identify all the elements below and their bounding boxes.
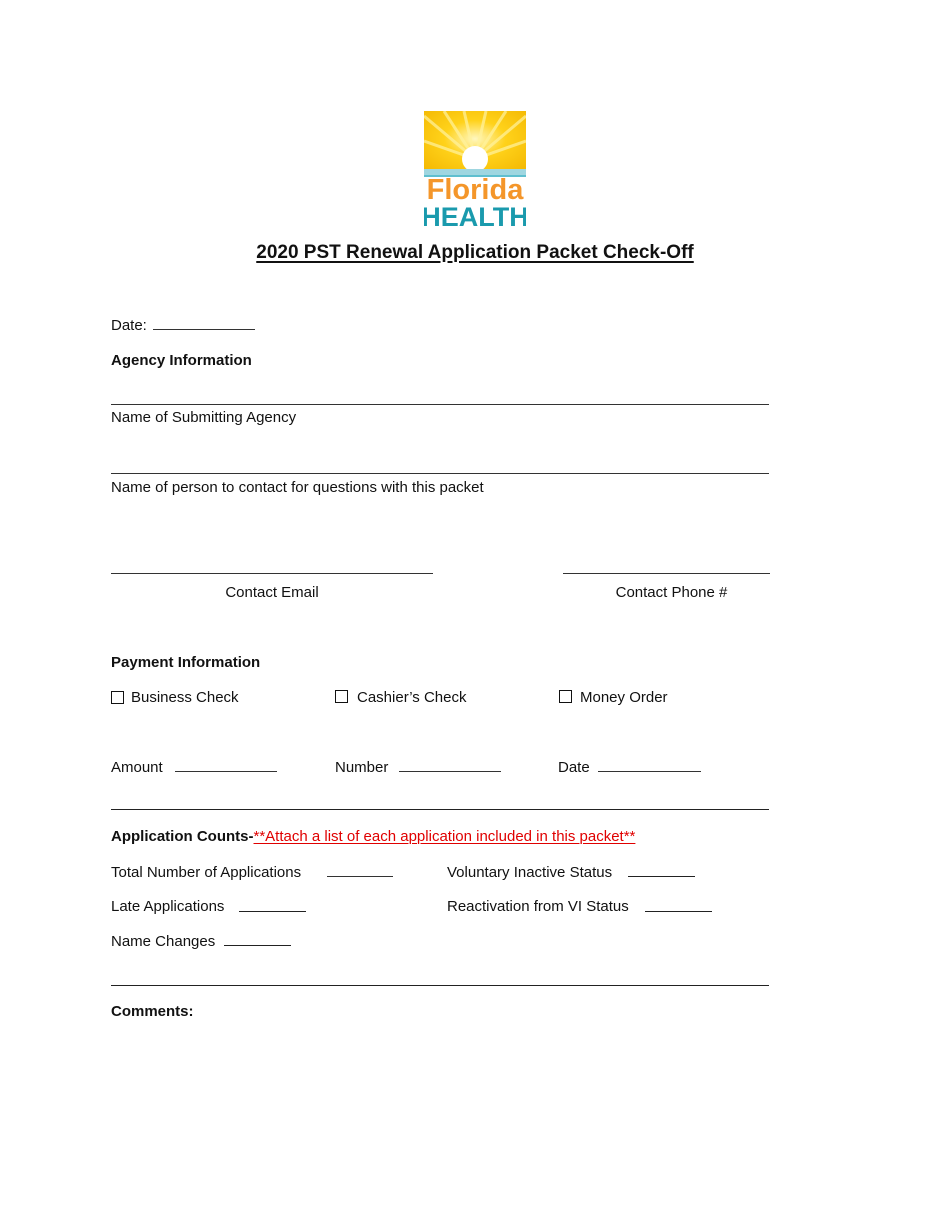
counts-heading-row (111, 828, 635, 845)
logo-health-text: HEALTH (424, 202, 526, 228)
payment-date-field[interactable] (598, 771, 701, 772)
cashiers-check-label: Cashier’s Check (357, 689, 467, 706)
submitting-agency-label: Name of Submitting Agency (111, 409, 297, 426)
reactivation-field[interactable] (645, 911, 712, 912)
florida-health-logo (424, 111, 526, 228)
page-title: 2020 PST Renewal Application Packet Check-Off (256, 242, 694, 263)
name-changes-field[interactable] (224, 945, 291, 946)
late-applications-label: Late Applications (111, 898, 225, 915)
contact-phone-label: Contact Phone # (615, 584, 728, 601)
section-divider (111, 985, 769, 986)
section-divider (111, 809, 769, 810)
late-applications-field[interactable] (239, 911, 306, 912)
comments-area[interactable] (111, 1028, 769, 1188)
attach-list-note: **Attach a list of each application included in this packet** (253, 828, 636, 845)
business-check-checkbox[interactable] (111, 691, 124, 704)
amount-label: Amount (111, 759, 163, 776)
contact-email-label: Contact Email (225, 584, 319, 601)
number-label: Number (335, 759, 389, 776)
contact-person-field[interactable] (111, 473, 769, 474)
counts-heading: Application Counts- (111, 828, 254, 845)
logo-florida-text: Florida (426, 174, 524, 206)
money-order-label: Money Order (580, 689, 668, 706)
submitting-agency-field[interactable] (111, 404, 769, 405)
contact-phone-field[interactable] (563, 573, 770, 574)
money-order-checkbox[interactable] (559, 690, 572, 703)
total-applications-label: Total Number of Applications (111, 864, 302, 881)
amount-field[interactable] (175, 771, 277, 772)
date-label: Date: (111, 317, 147, 334)
total-applications-field[interactable] (327, 876, 393, 877)
agency-heading: Agency Information (111, 352, 252, 369)
comments-label: Comments: (111, 1003, 194, 1020)
reactivation-label: Reactivation from VI Status (447, 898, 629, 915)
date-field[interactable] (153, 329, 255, 330)
name-changes-label: Name Changes (111, 933, 216, 950)
cashiers-check-checkbox[interactable] (335, 690, 348, 703)
payment-heading: Payment Information (111, 654, 261, 671)
business-check-label: Business Check (131, 689, 239, 706)
contact-person-label: Name of person to contact for questions with this packet (111, 479, 484, 496)
voluntary-inactive-label: Voluntary Inactive Status (447, 864, 613, 881)
sun-logo-icon (424, 111, 526, 228)
payment-date-label: Date (558, 759, 590, 776)
voluntary-inactive-field[interactable] (628, 876, 695, 877)
number-field[interactable] (399, 771, 501, 772)
contact-email-field[interactable] (111, 573, 433, 574)
